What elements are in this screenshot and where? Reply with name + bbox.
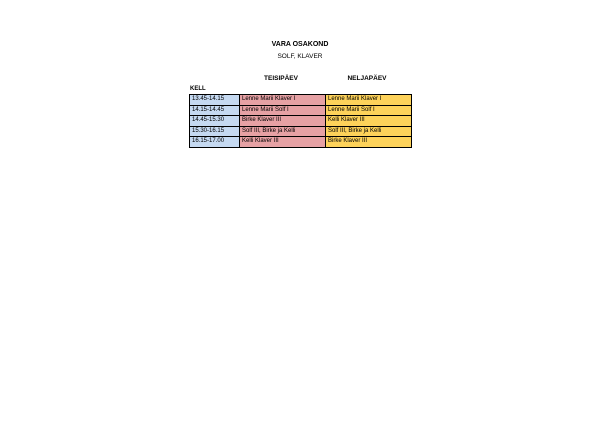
time-cell: 16.15-17.00: [190, 137, 240, 148]
thursday-cell: Lenne Marii Klaver I: [326, 95, 412, 106]
column-header-thursday: NELJAPÄEV: [347, 75, 387, 82]
time-cell: 14.45-15.30: [190, 116, 240, 127]
time-cell: 13.45-14.15: [190, 95, 240, 106]
column-header-tuesday: TEISIPÄEV: [264, 75, 298, 82]
table-row: [190, 126, 412, 137]
tuesday-cell: Lenne Marii Klaver I: [240, 95, 326, 106]
document-title: VARA OSAKOND: [271, 41, 329, 48]
tuesday-cell: Lenne Marii Solf I: [240, 105, 326, 116]
table-row: [190, 95, 412, 106]
thursday-cell: Solf III, Birke ja Kelli: [326, 126, 412, 137]
time-cell: 14.15-14.45: [190, 105, 240, 116]
column-header-time: KELL: [190, 86, 206, 92]
tuesday-cell: Birke Klaver III: [240, 116, 326, 127]
time-cell: 15.30-16.15: [190, 126, 240, 137]
thursday-cell: Birke Klaver III: [326, 137, 412, 148]
document-subtitle: SOLF, KLAVER: [277, 53, 323, 60]
table-row: [190, 116, 412, 127]
schedule-table: [189, 94, 412, 148]
tuesday-cell: Kelli Klaver III: [240, 137, 326, 148]
table-row: [190, 105, 412, 116]
tuesday-cell: Solf III, Birke ja Kelli: [240, 126, 326, 137]
thursday-cell: Kelli Klaver III: [326, 116, 412, 127]
table-row: [190, 137, 412, 148]
thursday-cell: Lenne Marii Solf I: [326, 105, 412, 116]
